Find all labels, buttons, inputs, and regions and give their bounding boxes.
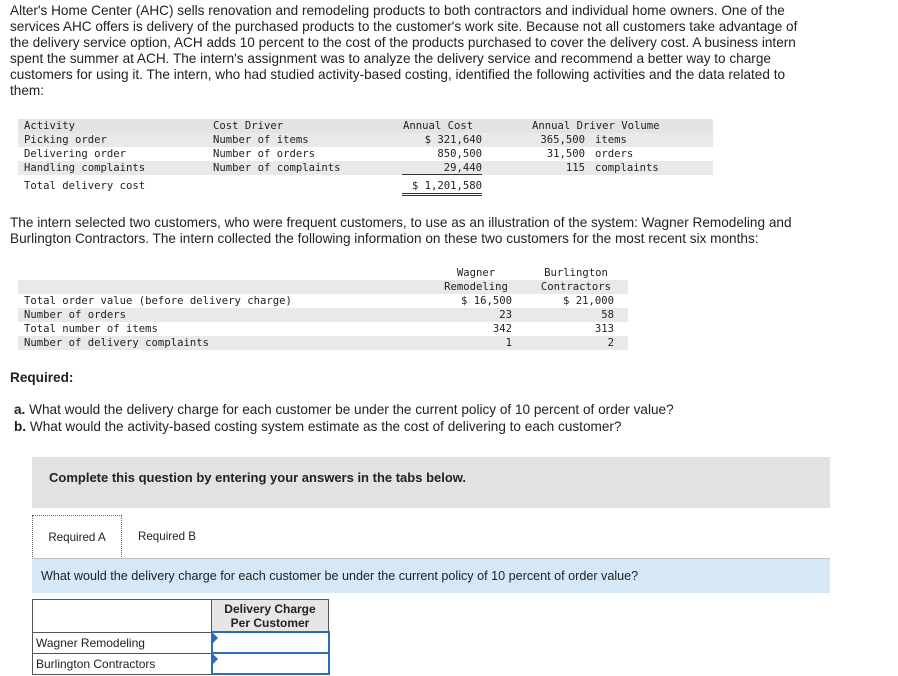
driver-unit: orders [595, 148, 634, 160]
driver-volume: 365,500 [540, 134, 585, 146]
intro-line: services AHC offers is delivery of the purchased products to the customer's work site. Because not all customers take advantage of [10, 19, 798, 34]
burlington-value: 313 [594, 323, 614, 335]
intro-line: spent the summer at ACH. The intern's assignment was to analyze the delivery service and recommend a better way to charge [10, 51, 771, 66]
activity-name: Handling complaints [24, 162, 146, 174]
tab-required-a[interactable]: Required A [32, 515, 122, 559]
row-label: Total number of items [24, 323, 158, 335]
header-driver-volume: Annual Driver Volume [532, 120, 660, 132]
intro-line: them: [10, 83, 44, 98]
answer-table [32, 599, 330, 675]
tab-required-b[interactable]: Required B [137, 530, 196, 543]
annual-cost: $ 321,640 [424, 134, 482, 146]
wagner-value: $ 16,500 [460, 295, 512, 307]
answer-row [33, 632, 329, 653]
answer-row-label: Wagner Remodeling [33, 632, 212, 653]
question-a-label: a. [14, 402, 26, 417]
wagner-header-line2: Remodeling [444, 281, 508, 293]
burlington-value: 58 [601, 309, 614, 321]
customer-header-row [18, 280, 628, 294]
cost-driver: Number of complaints [213, 162, 341, 174]
table-row-total [18, 178, 713, 195]
driver-unit: items [595, 134, 627, 146]
wagner-value: 342 [492, 323, 512, 335]
answer-row-label: Burlington Contractors [33, 653, 212, 674]
answer-header-row [33, 600, 329, 633]
question-b-label: b. [14, 419, 27, 434]
activity-table-header [18, 119, 713, 133]
input-marker-icon [213, 633, 218, 643]
activity-name: Picking order [24, 134, 107, 146]
burlington-value: 2 [607, 337, 614, 349]
activity-name: Delivering order [24, 148, 127, 160]
table-row [18, 336, 628, 350]
middle-line: Burlington Contractors. The intern collected the following information on these two customers for the most recent six months: [10, 231, 759, 246]
burlington-value: $ 21,000 [562, 295, 614, 307]
annual-cost: 29,440 [402, 161, 482, 175]
header-annual-cost: Annual Cost [403, 120, 474, 132]
burlington-header-line2: Contractors [540, 281, 612, 293]
input-marker-icon [213, 654, 218, 664]
wagner-value: 23 [499, 309, 512, 321]
table-row [18, 161, 713, 175]
driver-volume: 31,500 [546, 148, 585, 160]
table-row [18, 294, 628, 308]
question-b [14, 419, 621, 435]
intro-line: customers for using it. The intern, who had studied activity-based costing, identified the following activities and the data related to [10, 67, 786, 82]
intro-line: the delivery service option, ACH adds 10 percent to the cost of the products purchased to cover the delivery cost. A business intern [10, 35, 796, 50]
table-row [18, 147, 713, 161]
table-row [18, 133, 713, 147]
driver-volume: 115 [565, 162, 585, 174]
required-heading: Required: [10, 370, 74, 385]
cost-driver: Number of orders [213, 148, 316, 160]
question-b-text: What would the activity-based costing system estimate as the cost of delivering to each customer? [29, 419, 622, 434]
wagner-header-line1: Wagner [456, 267, 496, 279]
question-prompt [32, 559, 830, 593]
middle-line: The intern selected two customers, who were frequent customers, to use as an illustration of the system: Wagner Remodeling and [10, 215, 792, 230]
question-a-text: What would the delivery charge for each customer be under the current policy of 10 percent of order value? [29, 402, 674, 417]
burlington-header-line1: Burlington [544, 267, 608, 279]
driver-unit: complaints [595, 162, 659, 174]
answer-header-line2: Per Customer [230, 615, 310, 630]
row-label: Number of delivery complaints [24, 337, 209, 349]
instruction-text: Complete this question by entering your answers in the tabs below. [49, 470, 467, 485]
cost-driver: Number of items [213, 134, 309, 146]
answer-header [212, 600, 329, 633]
total-value: $ 1,201,580 [402, 179, 482, 196]
customer-header-row [18, 266, 628, 280]
answer-header-line1: Delivery Charge [224, 601, 316, 616]
question-a [14, 402, 674, 418]
table-row [18, 322, 628, 336]
burlington-delivery-charge-input[interactable] [212, 653, 329, 674]
row-label: Number of orders [24, 309, 127, 321]
instruction-box [32, 457, 830, 508]
row-label: Total order value (before delivery charge) [24, 295, 292, 307]
wagner-value: 1 [505, 337, 512, 349]
intro-paragraph [10, 3, 880, 99]
prompt-text: What would the delivery charge for each customer be under the current policy of 10 percent of order value? [41, 569, 639, 583]
table-row [18, 308, 628, 322]
answer-header-blank [33, 600, 212, 633]
header-activity: Activity [24, 120, 76, 132]
wagner-delivery-charge-input[interactable] [212, 632, 329, 653]
intro-line: Alter's Home Center (AHC) sells renovation and remodeling products to both contractors and individual home owners. One of the [10, 3, 785, 18]
middle-paragraph [10, 215, 880, 247]
header-cost-driver: Cost Driver [213, 120, 284, 132]
annual-cost: 850,500 [437, 148, 482, 160]
total-label: Total delivery cost [24, 180, 146, 192]
answer-row [33, 653, 329, 674]
